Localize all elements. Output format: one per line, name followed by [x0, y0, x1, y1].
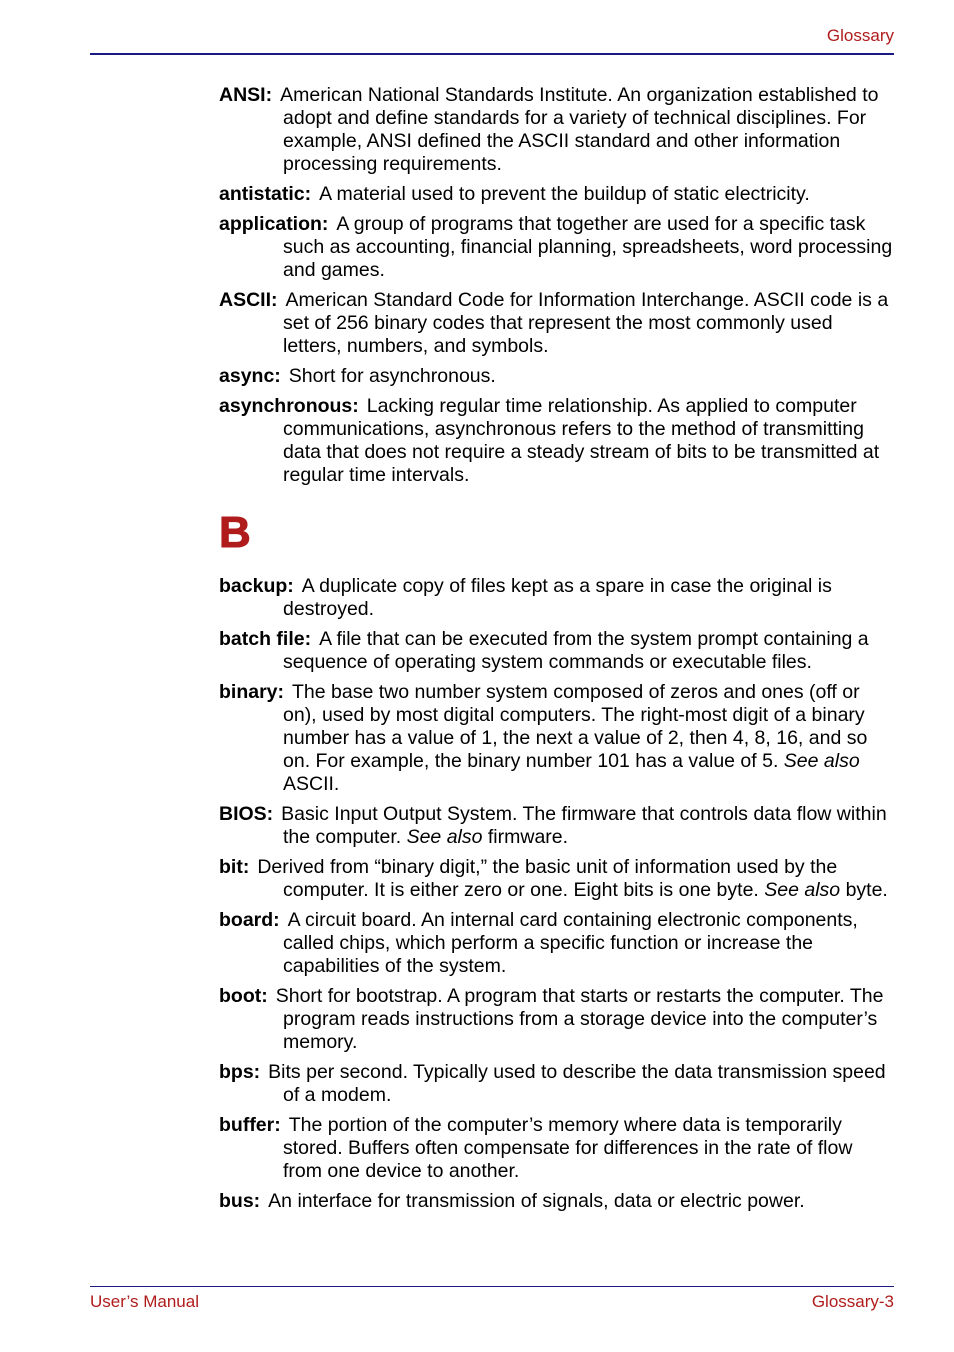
glossary-term: async:	[219, 365, 281, 387]
glossary-term: binary:	[219, 681, 285, 703]
glossary-term: bit:	[219, 856, 250, 878]
footer-divider	[90, 1286, 894, 1287]
glossary-definition: A duplicate copy of files kept as a spare in case the original is destroyed.	[283, 575, 832, 620]
glossary-term: backup:	[219, 575, 294, 597]
glossary-term: ASCII:	[219, 289, 278, 311]
glossary-definition: A group of programs that together are used for a specific task such as accounting, financial planning, spreadsheets, word processing and games.	[283, 213, 893, 281]
footer-manual-title: User’s Manual	[90, 1292, 199, 1311]
glossary-entry	[219, 985, 893, 1054]
glossary-definition: American Standard Code for Information Interchange. ASCII code is a set of 256 binary codes that represent the most commonly used letters, numbers, and symbols.	[283, 289, 889, 357]
glossary-definition: Basic Input Output System. The firmware that controls data flow within the computer.	[281, 803, 887, 848]
glossary-content	[219, 84, 893, 1220]
see-also-reference: ASCII.	[283, 773, 340, 795]
glossary-definition: Short for asynchronous.	[288, 365, 496, 387]
glossary-entry	[219, 909, 893, 978]
glossary-entry	[219, 856, 893, 902]
glossary-definition: A material used to prevent the buildup of static electricity.	[319, 183, 810, 205]
glossary-entry	[219, 628, 893, 674]
glossary-entry	[219, 289, 893, 358]
glossary-entry	[219, 84, 893, 176]
glossary-term: board:	[219, 909, 280, 931]
section-heading-b: B	[219, 508, 251, 557]
glossary-entry	[219, 213, 893, 282]
glossary-entry	[219, 395, 893, 487]
header-title: Glossary	[826, 26, 894, 45]
glossary-list-a	[219, 84, 893, 487]
see-also-label: See also	[783, 750, 860, 772]
see-also-reference: byte.	[845, 879, 888, 901]
glossary-term: ANSI:	[219, 84, 273, 106]
glossary-term: buffer:	[219, 1114, 281, 1136]
glossary-list-b	[219, 575, 893, 1213]
glossary-entry	[219, 1114, 893, 1183]
glossary-term: application:	[219, 213, 329, 235]
glossary-entry	[219, 803, 893, 849]
glossary-term: asynchronous:	[219, 395, 359, 417]
glossary-definition: An interface for transmission of signals, data or electric power.	[268, 1190, 805, 1212]
glossary-definition: A circuit board. An internal card containing electronic components, called chips, which perform a specific function or increase the capabilities of the system.	[283, 909, 858, 977]
glossary-definition: The base two number system composed of zeros and ones (off or on), used by most digital computers. The right-most digit of a binary number has a value of 1, the next a value of 2, then 4, 8, 16, and so on. For example, the binary number 101 has a value of 5.	[283, 681, 868, 772]
glossary-definition: Short for bootstrap. A program that starts or restarts the computer. The program reads instructions from a storage device into the computer’s memory.	[275, 985, 884, 1053]
see-also-reference: firmware.	[487, 826, 569, 848]
glossary-definition: A file that can be executed from the system prompt containing a sequence of operating system commands or executable files.	[283, 628, 869, 673]
glossary-term: boot:	[219, 985, 268, 1007]
header-divider	[90, 53, 894, 55]
glossary-term: antistatic:	[219, 183, 312, 205]
glossary-definition: Bits per second. Typically used to describe the data transmission speed of a modem.	[268, 1061, 886, 1106]
glossary-term: bus:	[219, 1190, 261, 1212]
glossary-entry	[219, 365, 893, 388]
glossary-term: bps:	[219, 1061, 261, 1083]
glossary-term: batch file:	[219, 628, 312, 650]
glossary-definition: American National Standards Institute. An organization established to adopt and define standards for a variety of technical disciplines. For example, ANSI defined the ASCII standard and other information processing requirements.	[280, 84, 879, 175]
glossary-term: BIOS:	[219, 803, 274, 825]
see-also-label: See also	[764, 879, 841, 901]
glossary-entry	[219, 681, 893, 796]
glossary-definition: Lacking regular time relationship. As applied to computer communications, asynchronous refers to the method of transmitting data that does not require a steady stream of bits to be transmitted at regular time intervals.	[283, 395, 880, 486]
glossary-entry	[219, 1061, 893, 1107]
glossary-definition: The portion of the computer’s memory where data is temporarily stored. Buffers often compensate for differences in the rate of flow from one device to another.	[283, 1114, 853, 1182]
footer-page-number: Glossary-3	[811, 1292, 894, 1311]
glossary-entry	[219, 575, 893, 621]
see-also-label: See also	[406, 826, 483, 848]
glossary-entry	[219, 183, 893, 206]
glossary-entry	[219, 1190, 893, 1213]
glossary-definition: Derived from “binary digit,” the basic unit of information used by the computer. It is either zero or one. Eight bits is one byte.	[257, 856, 838, 901]
